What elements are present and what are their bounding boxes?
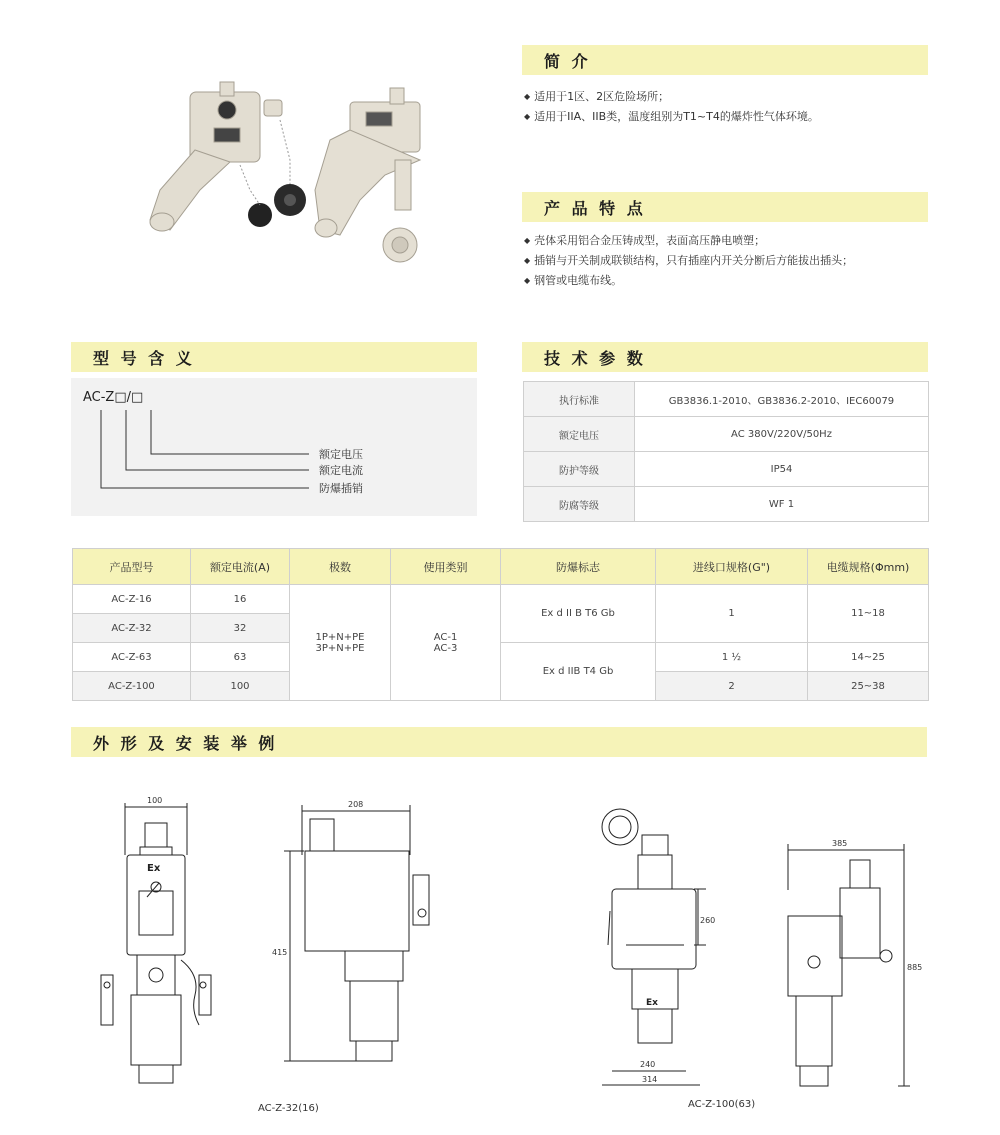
- features-bullets: [524, 231, 924, 291]
- product-photo: [140, 80, 460, 280]
- spec-cable: 11~18: [808, 585, 929, 643]
- spec-category-item: AC-1: [433, 631, 458, 643]
- spec-header: 防爆标志: [501, 549, 656, 585]
- caption-right: AC-Z-100(63): [688, 1099, 756, 1110]
- dim-240: 240: [640, 1060, 656, 1069]
- tech-row: [524, 382, 929, 417]
- dim-314: 314: [642, 1075, 658, 1084]
- model-label-plug: 防爆插销: [319, 482, 363, 495]
- tech-title-bar: [522, 342, 928, 372]
- features-title-bar: [522, 192, 928, 222]
- intro-bullet: ◆ 适用于1区、2区危险场所；: [524, 87, 924, 107]
- spec-table: [72, 548, 929, 701]
- dim-width-side: 208: [348, 800, 364, 809]
- model-code: AC-Z□/□: [83, 390, 144, 405]
- spec-inlet: 1 ½: [656, 643, 808, 672]
- spec-header: 额定电流(A): [191, 549, 290, 585]
- spec-inlet: 2: [656, 672, 808, 701]
- dim-885: 885: [907, 963, 923, 972]
- spec-header: 电缆规格(Φmm): [808, 549, 929, 585]
- spec-row: [73, 643, 929, 672]
- spec-row: [73, 585, 929, 614]
- model-meaning-panel: [71, 378, 477, 516]
- spec-header: 极数: [290, 549, 391, 585]
- spec-current: 16: [191, 585, 290, 614]
- features-bullet: ◆ 钢管或电缆布线。: [524, 271, 924, 291]
- dim-385: 385: [832, 839, 848, 848]
- model-lines: [71, 378, 477, 516]
- install-title-bar: [71, 727, 927, 757]
- spec-model: AC-Z-63: [73, 643, 191, 672]
- intro-title-bar: [522, 45, 928, 75]
- spec-model: AC-Z-100: [73, 672, 191, 701]
- tech-value: GB3836.1-2010、GB3836.2-2010、IEC60079: [635, 382, 929, 417]
- dim-width-front: 100: [147, 796, 163, 805]
- spec-pole: 1P+N+PE: [315, 631, 365, 643]
- spec-cable: 14~25: [808, 643, 929, 672]
- tech-table: [523, 381, 929, 522]
- features-title: 产 品 特 点: [544, 198, 646, 218]
- tech-title: 技 术 参 数: [544, 348, 646, 368]
- spec-category-item: AC-3: [433, 642, 458, 654]
- model-title-bar: [71, 342, 477, 372]
- spec-category: [391, 585, 501, 701]
- tech-value: IP54: [635, 452, 929, 487]
- tech-row: [524, 487, 929, 522]
- tech-row: [524, 417, 929, 452]
- model-label-current: 额定电流: [319, 464, 363, 477]
- model-label-voltage: 额定电压: [319, 448, 363, 461]
- spec-header: 产品型号: [73, 549, 191, 585]
- drawing-front-small: [95, 795, 225, 1095]
- spec-mark: Ex d II B T6 Gb: [501, 585, 656, 643]
- tech-key: 防护等级: [524, 452, 635, 487]
- features-bullet: ◆ 壳体采用铝合金压铸成型，表面高压静电喷塑；: [524, 231, 924, 251]
- caption-left: AC-Z-32(16): [258, 1103, 319, 1114]
- spec-header: 使用类别: [391, 549, 501, 585]
- plug-unit-right: [315, 88, 420, 262]
- intro-bullets: [524, 87, 924, 127]
- drawing-side-small: [270, 795, 450, 1085]
- features-bullet: ◆ 插销与开关制成联锁结构，只有插座内开关分断后方能拔出插头；: [524, 251, 924, 271]
- intro-bullet: ◆ 适用于IIA、IIB类，温度组别为T1~T4的爆炸性气体环境。: [524, 107, 924, 127]
- spec-model: AC-Z-32: [73, 614, 191, 643]
- spec-mark: Ex d IIB T4 Gb: [501, 643, 656, 701]
- model-title: 型 号 含 义: [93, 348, 195, 368]
- spec-current: 32: [191, 614, 290, 643]
- spec-cable: 25~38: [808, 672, 929, 701]
- tech-key: 额定电压: [524, 417, 635, 452]
- spec-inlet: 1: [656, 585, 808, 643]
- drawing-front-large: [590, 795, 730, 1095]
- drawing-side-large: [770, 830, 923, 1095]
- spec-current: 100: [191, 672, 290, 701]
- spec-header-row: [73, 549, 929, 585]
- dim-260: 260: [700, 916, 716, 925]
- spec-poles: [290, 585, 391, 701]
- spec-header: 进线口规格(G"): [656, 549, 808, 585]
- dim-height: 415: [272, 948, 288, 957]
- install-title: 外 形 及 安 装 举 例: [93, 733, 278, 753]
- spec-pole: 3P+N+PE: [315, 642, 365, 654]
- ex-label-right: Ex: [646, 998, 658, 1008]
- spec-current: 63: [191, 643, 290, 672]
- spec-model: AC-Z-16: [73, 585, 191, 614]
- tech-value: AC 380V/220V/50Hz: [635, 417, 929, 452]
- intro-title: 简 介: [544, 51, 591, 71]
- tech-row: [524, 452, 929, 487]
- ex-label-left: Ex: [147, 863, 161, 874]
- tech-key: 防腐等级: [524, 487, 635, 522]
- tech-value: WF 1: [635, 487, 929, 522]
- tech-key: 执行标准: [524, 382, 635, 417]
